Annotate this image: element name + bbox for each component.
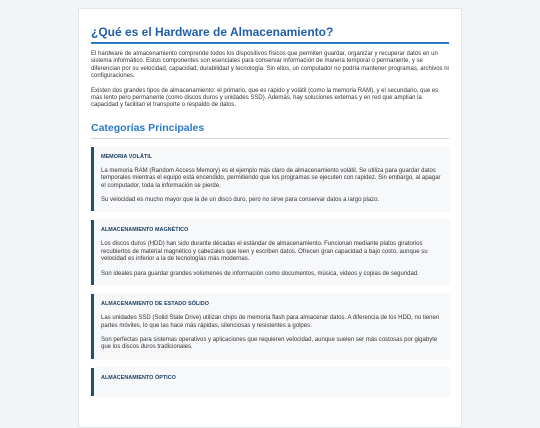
category-card-volatile xyxy=(91,147,449,212)
category-card-solid-state xyxy=(91,294,449,359)
card-paragraph: Son perfectas para sistemas operativos y aplicaciones que requieren velocidad, aunque suelen ser más costosas por gigabyte que los discos duros tradicionales. xyxy=(101,336,438,351)
card-paragraph: La memoria RAM (Random Access Memory) es el ejemplo más claro de almacenamiento volátil. Se utiliza para guardar datos temporales mientras el equipo está encendido, permitiendo que los programas se ejecuten con rapidez. Sin embargo, al apagar el computador, toda la información se pierde. xyxy=(101,167,441,189)
section-title: Categorías Principales xyxy=(91,122,449,139)
card-paragraph: Las unidades SSD (Solid State Drive) utilizan chips de memoria flash para almacenar datos. A diferencia de los HDD, no tienen partes móviles, lo que las hace más rápidas, silenciosas y resistentes a golpes. xyxy=(101,315,440,329)
intro-paragraph-2: Existen dos grandes tipos de almacenamiento: el primario, que es rápido y volátil (como la memoria RAM), y el secundario, que es más lento pero permanente (como discos duros y unidades SSD). Además, hay soluciones externas y en red que amplían la capacidad y facilitan el transporte o respaldo de datos. xyxy=(91,87,439,109)
category-card-optical xyxy=(91,368,449,396)
card-title: ALMACENAMIENTO ÓPTICO xyxy=(101,374,176,381)
card-paragraph: Los discos duros (HDD) han sido durante décadas el estándar de almacenamiento. Funcionan mediante platos giratorios recubiertos de material magnético y cabezales que leen y escriben datos. Ofrecen gran capacidad a bajo costo, aunque su velocidad es inferior a la de tecnologías más modernas. xyxy=(101,241,428,263)
card-title: MEMORIA VOLÁTIL xyxy=(101,153,153,160)
card-paragraph: Son ideales para guardar grandes volúmenes de información como documentos, música, videos y copias de seguridad. xyxy=(101,270,419,277)
card-paragraph: Su velocidad es mucho mayor que la de un disco duro, pero no sirve para conservar datos a largo plazo. xyxy=(101,197,380,204)
card-title: ALMACENAMIENTO MAGNÉTICO xyxy=(101,227,189,234)
card-title: ALMACENAMIENTO DE ESTADO SÓLIDO xyxy=(101,301,209,308)
category-card-magnetic xyxy=(91,220,449,285)
page-title: ¿Qué es el Hardware de Almacenamiento? xyxy=(91,25,449,44)
intro-paragraph-1: El hardware de almacenamiento comprende todos los dispositivos físicos que permiten guardar, organizar y recuperar datos en un sistema informático. Estos componentes son esenciales para conservar información de manera temporal o permanente, y se diferencian por su velocidad, capacidad, durabilidad y tecnología. Sin ellos, un computador no podría mantener programas, archivos ni configuraciones. xyxy=(91,51,449,80)
article-page xyxy=(78,8,462,428)
